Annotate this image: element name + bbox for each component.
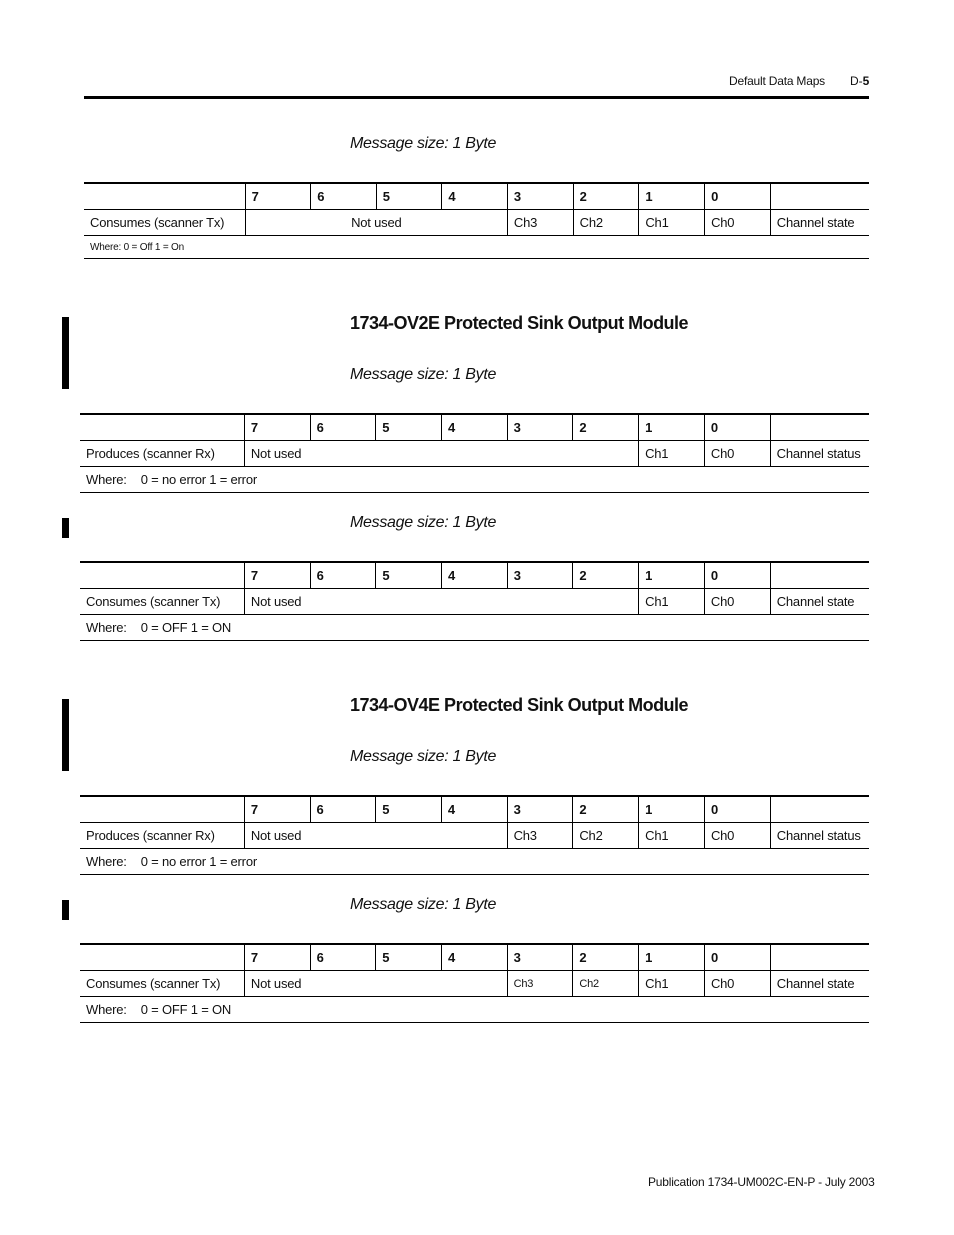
table4-row-label: Produces (scanner Rx) [80, 823, 244, 849]
table5-ch2: Ch2 [573, 971, 639, 997]
table1-bit7: 7 [245, 183, 311, 210]
table3-header-row [80, 562, 869, 589]
table1-bit4: 4 [442, 183, 508, 210]
table5-row-label: Consumes (scanner Tx) [80, 971, 244, 997]
table4-ch1: Ch1 [639, 823, 705, 849]
table1-bit5: 5 [376, 183, 442, 210]
table4-ch3: Ch3 [507, 823, 573, 849]
table2-header-blank-end [770, 414, 869, 441]
table2-end-label: Channel status [770, 441, 869, 467]
publication-footer: Publication 1734-UM002C-EN-P - July 2003 [648, 1175, 875, 1189]
table2-row-label: Produces (scanner Rx) [80, 441, 244, 467]
table2-header-blank [80, 414, 244, 441]
table-row [80, 441, 869, 467]
table4-bit4: 4 [441, 796, 507, 823]
table3-bit5: 5 [376, 562, 442, 589]
change-bar [62, 518, 69, 538]
table1-header-blank [84, 183, 245, 210]
table4-bit0: 0 [704, 796, 770, 823]
table1-where: Where: 0 = Off 1 = On [84, 236, 869, 259]
table3-bit2: 2 [573, 562, 639, 589]
table4-header-row [80, 796, 869, 823]
table3-bit7: 7 [244, 562, 310, 589]
table2 [80, 413, 869, 493]
table3-bit4: 4 [442, 562, 508, 589]
table1-bit3: 3 [507, 183, 573, 210]
table5-where-text: 0 = OFF 1 = ON [140, 1002, 232, 1017]
table4 [80, 795, 869, 875]
table4-ch2: Ch2 [573, 823, 639, 849]
table4-header-blank [80, 796, 244, 823]
table1-bit6: 6 [311, 183, 377, 210]
table4-end-label: Channel status [770, 823, 869, 849]
page-number-value: 5 [862, 74, 870, 88]
table2-ch0: Ch0 [704, 441, 770, 467]
table4-where-label: Where: [86, 854, 127, 869]
table3-message-size: Message size: 1 Byte [350, 514, 497, 531]
table3-ch0: Ch0 [704, 589, 770, 615]
table2-bit4: 4 [441, 414, 507, 441]
table4-where-row [80, 849, 869, 875]
table3-where [80, 615, 869, 641]
table5-bit1: 1 [639, 944, 705, 971]
table3-end-label: Channel state [770, 589, 869, 615]
table4-not-used: Not used [244, 823, 507, 849]
table1 [84, 182, 869, 259]
table3-bit0: 0 [704, 562, 770, 589]
table1-ch2: Ch2 [573, 210, 639, 236]
table5-header-blank-end [770, 944, 869, 971]
table-row [84, 210, 869, 236]
table5-where-row [80, 997, 869, 1023]
table2-bit0: 0 [704, 414, 770, 441]
header-rule [84, 96, 869, 99]
table4-header-blank-end [770, 796, 869, 823]
table5-bit7: 7 [244, 944, 310, 971]
table3-where-row [80, 615, 869, 641]
table4-bit7: 7 [244, 796, 310, 823]
table3 [80, 561, 869, 641]
table5-not-used: Not used [244, 971, 507, 997]
table-row [80, 589, 869, 615]
table2-message-size: Message size: 1 Byte [350, 366, 497, 383]
table5-bit0: 0 [704, 944, 770, 971]
section-heading-ov4e: 1734-OV4E Protected Sink Output Module [350, 695, 689, 715]
table2-where [80, 467, 869, 493]
table5-end-label: Channel state [770, 971, 869, 997]
table-row [80, 823, 869, 849]
table1-end-label: Channel state [770, 210, 869, 236]
table2-where-text: 0 = no error 1 = error [140, 472, 257, 487]
table3-row-label: Consumes (scanner Tx) [80, 589, 244, 615]
table5-ch1: Ch1 [639, 971, 705, 997]
table5-bit2: 2 [573, 944, 639, 971]
table1-header-blank-end [770, 183, 869, 210]
table2-where-label: Where: [86, 472, 127, 487]
table5-bit4: 4 [441, 944, 507, 971]
table4-bit2: 2 [573, 796, 639, 823]
table3-bit3: 3 [507, 562, 573, 589]
table4-bit1: 1 [639, 796, 705, 823]
table5-message-size: Message size: 1 Byte [350, 896, 497, 913]
table2-bit2: 2 [573, 414, 639, 441]
section-heading-ov2e: 1734-OV2E Protected Sink Output Module [350, 313, 689, 333]
table3-where-label: Where: [86, 620, 127, 635]
table2-bit7: 7 [244, 414, 310, 441]
table3-header-blank-end [770, 562, 869, 589]
page-number [850, 74, 869, 88]
table2-ch1: Ch1 [639, 441, 705, 467]
table3-ch1: Ch1 [639, 589, 705, 615]
table1-where-row [84, 236, 869, 259]
table5-ch0: Ch0 [704, 971, 770, 997]
table3-bit1: 1 [639, 562, 705, 589]
table2-bit1: 1 [639, 414, 705, 441]
table3-where-text: 0 = OFF 1 = ON [140, 620, 232, 635]
table1-ch1: Ch1 [639, 210, 705, 236]
table5-bit3: 3 [507, 944, 573, 971]
table5-ch3: Ch3 [507, 971, 573, 997]
table2-bit6: 6 [310, 414, 376, 441]
table4-where [80, 849, 869, 875]
table4-where-text: 0 = no error 1 = error [140, 854, 257, 869]
table4-ch0: Ch0 [704, 823, 770, 849]
table2-bit3: 3 [507, 414, 573, 441]
table2-bit5: 5 [376, 414, 442, 441]
table2-where-row [80, 467, 869, 493]
table-row [80, 971, 869, 997]
table1-header-row [84, 183, 869, 210]
table3-not-used: Not used [244, 589, 638, 615]
table5-where [80, 997, 869, 1023]
table5-where-label: Where: [86, 1002, 127, 1017]
table2-header-row [80, 414, 869, 441]
table2-not-used: Not used [244, 441, 638, 467]
running-header-title: Default Data Maps [729, 74, 825, 88]
table1-ch0: Ch0 [705, 210, 771, 236]
table4-message-size: Message size: 1 Byte [350, 748, 497, 765]
table1-bit2: 2 [573, 183, 639, 210]
table1-row-label: Consumes (scanner Tx) [84, 210, 245, 236]
table4-bit3: 3 [507, 796, 573, 823]
change-bar [62, 699, 69, 771]
table4-bit5: 5 [376, 796, 442, 823]
table5-bit6: 6 [310, 944, 376, 971]
table1-ch3: Ch3 [507, 210, 573, 236]
table1-message-size: Message size: 1 Byte [350, 135, 497, 152]
page-prefix: D- [850, 74, 863, 88]
change-bar [62, 900, 69, 920]
table5-bit5: 5 [376, 944, 442, 971]
table3-header-blank [80, 562, 244, 589]
table1-not-used: Not used [245, 210, 507, 236]
table1-bit1: 1 [639, 183, 705, 210]
table3-bit6: 6 [310, 562, 376, 589]
table5-header-blank [80, 944, 244, 971]
table4-bit6: 6 [310, 796, 376, 823]
change-bar [62, 317, 69, 389]
table5 [80, 943, 869, 1023]
table1-bit0: 0 [705, 183, 771, 210]
table5-header-row [80, 944, 869, 971]
